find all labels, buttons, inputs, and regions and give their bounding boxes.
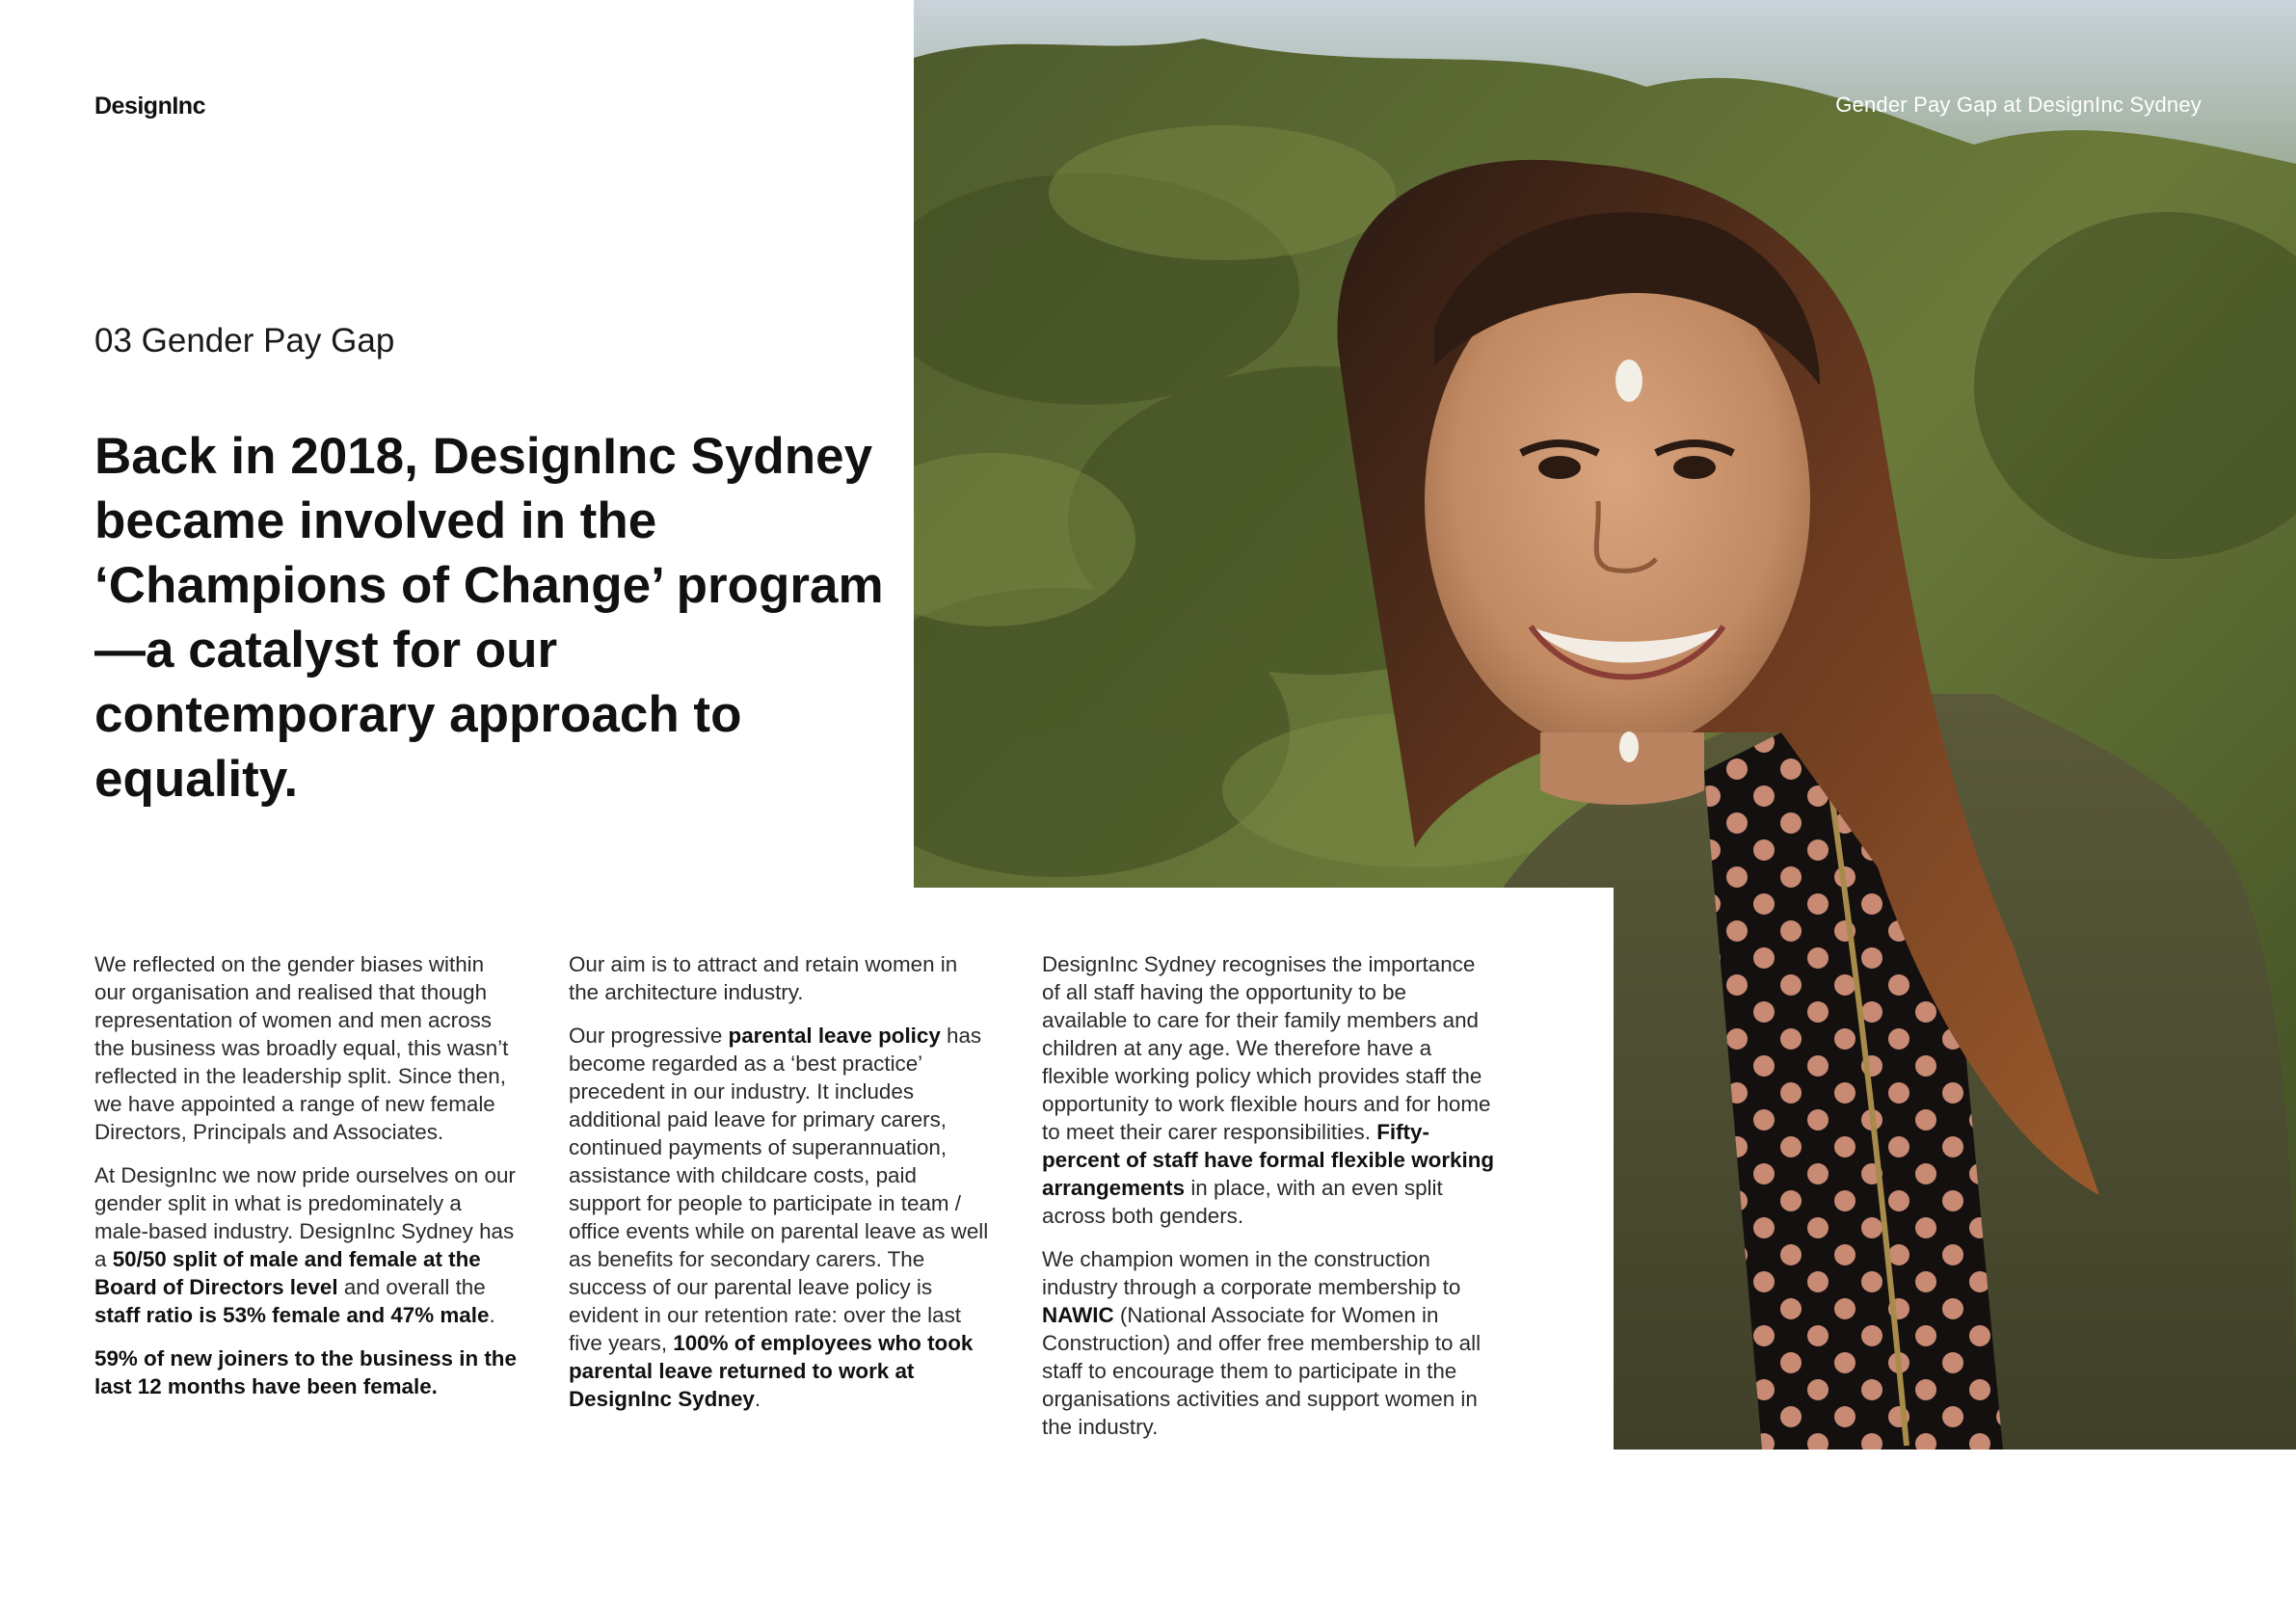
paragraph [1042, 950, 1495, 1230]
designinc-logo: DesignInc [94, 93, 205, 120]
emphasis-text: staff ratio is 53% female and 47% male [94, 1303, 490, 1327]
paragraph: We reflected on the gender biases within our organisation and realised that though representation of women and men across the business was broadly equal, this wasn’t reflected in the leadership split. Since then, we have appointed a range of new female Directors, Principals and Associates. [94, 952, 509, 1144]
emphasis-text: NAWIC [1042, 1303, 1114, 1327]
text-run: DesignInc Sydney recognises the importance of all staff having the opportunity to be available to care for their family members and children at any age. We therefore have a flexible working policy which provides staff the opportunity to work flexible hours and for home to meet their carer responsibilities. [1042, 952, 1491, 1144]
paragraph [94, 1161, 519, 1329]
paragraph [569, 1022, 993, 1413]
text-run: and overall the [337, 1275, 486, 1299]
page-headline: Back in 2018, DesignInc Sydney became involved in the ‘Champions of Change’ program—a catalyst for our contemporary approach to equality. [94, 428, 884, 808]
running-head: Gender Pay Gap at DesignInc Sydney [1835, 93, 2202, 117]
text-run: has become regarded as a ‘best practice’ precedent in our industry. It includes additional paid leave for primary carers, continued payments of superannuation, assistance with childcare costs, paid support for people to participate in team / office events while on parental leave as well as benefits for secondary carers. The success of our parental leave policy is evident in our retention rate: over the last five years, [569, 1024, 989, 1355]
body-column-3 [1042, 950, 1495, 1456]
paragraph: Our aim is to attract and retain women in the architecture industry. [569, 952, 958, 1004]
text-run: in place, with an even split across both genders. [1042, 1176, 1443, 1228]
text-run: Our progressive [569, 1024, 729, 1048]
emphasis-text: 100% of employees who took parental leave returned to work at DesignInc Sydney [569, 1331, 974, 1411]
text-run: . [489, 1303, 495, 1327]
body-column-2 [569, 950, 993, 1428]
body-column-1 [94, 950, 519, 1416]
text-run: (National Associate for Women in Construction) and offer free membership to all staff to encourage them to participate in the organisations activities and support women in the industry. [1042, 1303, 1482, 1439]
paragraph [94, 1344, 519, 1400]
emphasis-text: Fifty-percent of staff have formal flexible working arrangements [1042, 1120, 1495, 1200]
paragraph [1042, 1245, 1495, 1441]
text-run: We champion women in the construction industry through a corporate membership to [1042, 1247, 1461, 1299]
text-run: At DesignInc we now pride ourselves on our gender split in what is predominately a male-based industry. DesignInc Sydney has a [94, 1163, 516, 1271]
emphasis-text: 59% of new joiners to the business in the last 12 months have been female. [94, 1346, 517, 1398]
emphasis-text: 50/50 split of male and female at the Board of Directors level [94, 1247, 481, 1299]
section-label: 03 Gender Pay Gap [94, 322, 395, 359]
emphasis-text: parental leave policy [728, 1024, 941, 1048]
text-run: . [754, 1387, 761, 1411]
